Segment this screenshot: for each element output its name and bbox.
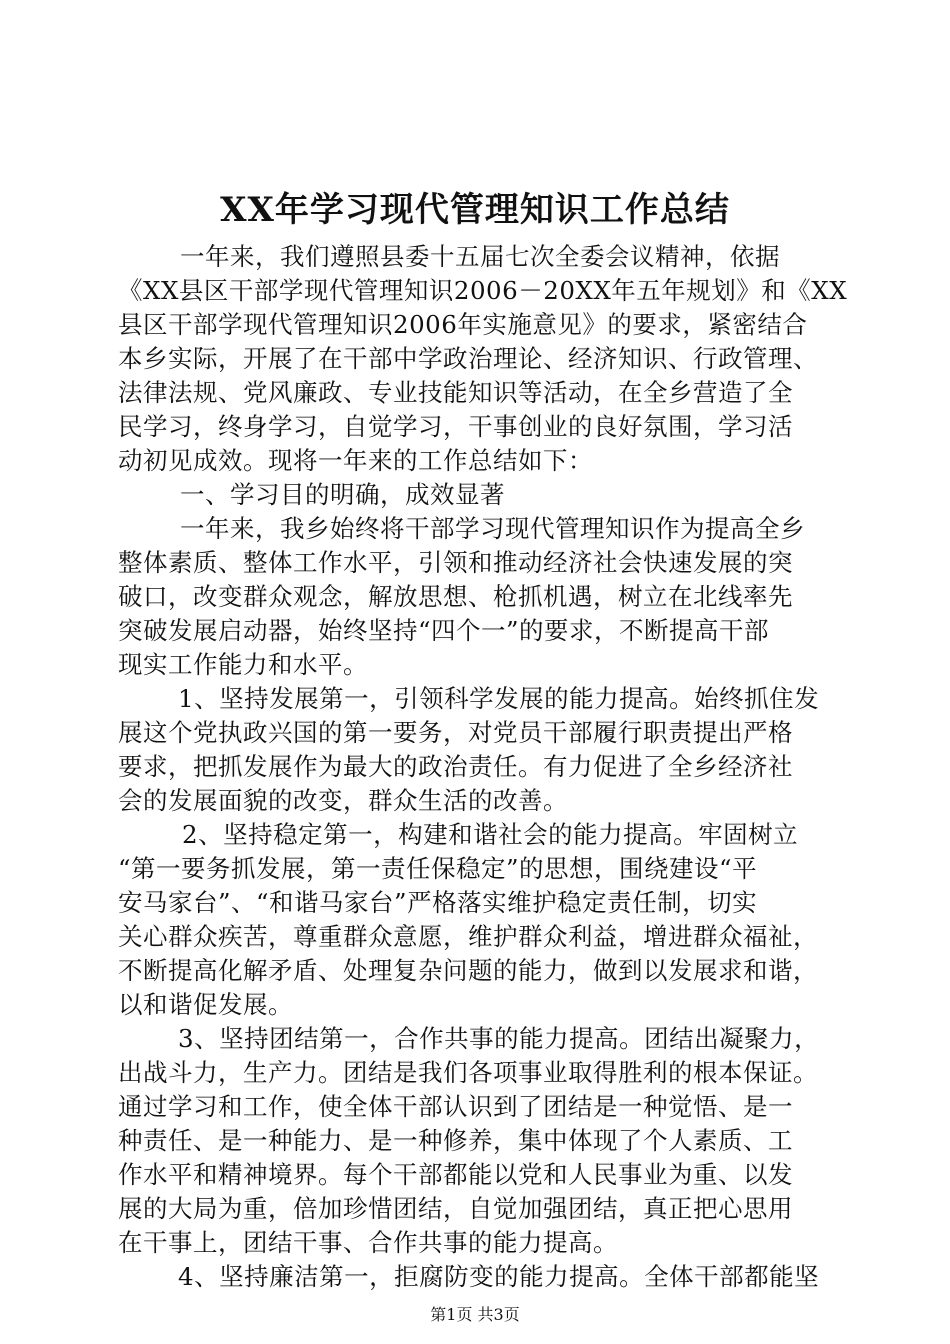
body-line: 在干事上，团结干事、合作共事的能力提高。 (118, 1228, 618, 1257)
body-line: 1、坚持发展第一，引领科学发展的能力提高。始终抓住发 (178, 684, 820, 713)
body-line: 整体素质、整体工作水平，引领和推动经济社会快速发展的突 (118, 548, 793, 577)
body-line: 现实工作能力和水平。 (118, 650, 368, 679)
section-heading: 一、学习目的明确，成效显著 (155, 480, 505, 509)
body-line: 《XX县区干部学现代管理知识2006－20XX年五年规划》和《XX (118, 276, 848, 305)
body-line: 安马家台”、“和谐马家台”严格落实维护稳定责任制，切实 (118, 888, 758, 917)
body-line: 动初见成效。现将一年来的工作总结如下： (118, 446, 593, 475)
body-line: 本乡实际，开展了在干部中学政治理论、经济知识、行政管理、 (118, 344, 818, 373)
body-line: 一年来，我们遵照县委十五届七次全委会议精神，依据 (155, 242, 780, 271)
body-line: 展的大局为重，倍加珍惜团结，自觉加强团结，真正把心思用 (118, 1194, 793, 1223)
body-line: 种责任、是一种能力、是一种修养，集中体现了个人素质、工 (118, 1126, 793, 1155)
body-line: 县区干部学现代管理知识2006年实施意见》的要求，紧密结合 (118, 310, 808, 339)
body-line: 通过学习和工作，使全体干部认识到了团结是一种觉悟、是一 (118, 1092, 793, 1121)
body-line: 2、坚持稳定第一，构建和谐社会的能力提高。牢固树立 (182, 820, 799, 849)
body-line: 展这个党执政兴国的第一要务，对党员干部履行职责提出严格 (118, 718, 793, 747)
body-line: 要求，把抓发展作为最大的政治责任。有力促进了全乡经济社 (118, 752, 793, 781)
document-title: XX年学习现代管理知识工作总结 (220, 190, 730, 230)
body-line: 3、坚持团结第一，合作共事的能力提高。团结出凝聚力， (178, 1024, 820, 1053)
body-line: 以和谐促发展。 (118, 990, 293, 1019)
body-line: 会的发展面貌的改变，群众生活的改善。 (118, 786, 568, 815)
body-line: 作水平和精神境界。每个干部都能以党和人民事业为重、以发 (118, 1160, 793, 1189)
body-line: “第一要务抓发展，第一责任保稳定”的思想，围绕建设“平 (118, 854, 758, 883)
body-line: 一年来，我乡始终将干部学习现代管理知识作为提高全乡 (155, 514, 805, 543)
body-line: 4、坚持廉洁第一，拒腐防变的能力提高。全体干部都能坚 (178, 1262, 820, 1291)
body-line: 民学习，终身学习，自觉学习，干事创业的良好氛围，学习活 (118, 412, 793, 441)
body-line: 突破发展启动器，始终坚持“四个一”的要求，不断提高干部 (118, 616, 770, 645)
page-footer: 第1页 共3页 (430, 1305, 520, 1324)
body-line: 破口，改变群众观念，解放思想、枪抓机遇，树立在北线率先 (118, 582, 793, 611)
body-line: 法律法规、党风廉政、专业技能知识等活动，在全乡营造了全 (118, 378, 793, 407)
body-line: 出战斗力，生产力。团结是我们各项事业取得胜利的根本保证。 (118, 1058, 818, 1087)
body-line: 关心群众疾苦，尊重群众意愿，维护群众利益，增进群众福祉， (118, 922, 818, 951)
body-line: 不断提高化解矛盾、处理复杂问题的能力，做到以发展求和谐， (118, 956, 818, 985)
